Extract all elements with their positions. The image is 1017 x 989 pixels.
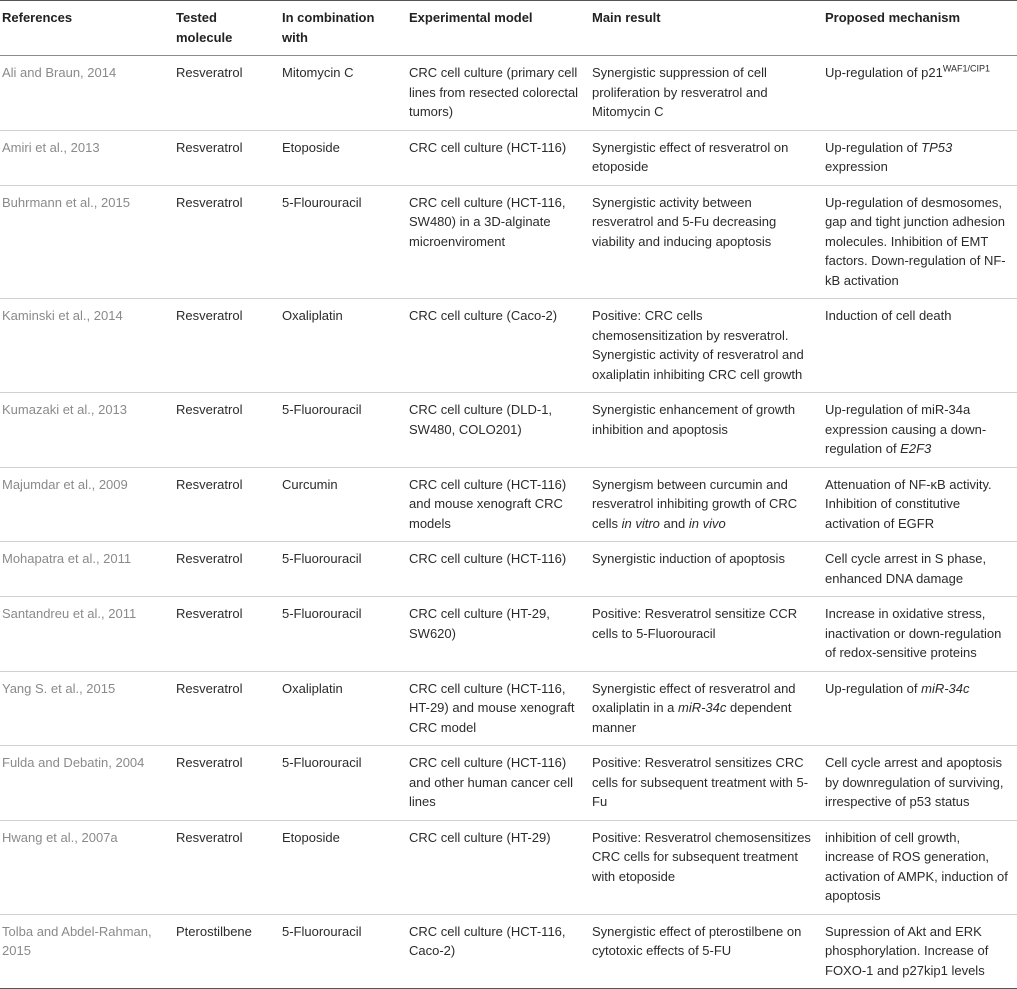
result-italic: in vivo xyxy=(688,515,726,531)
table-row xyxy=(0,56,1017,131)
cell-reference: Kumazaki et al., 2013 xyxy=(0,393,170,468)
cell-combination: 5-Fluorouracil xyxy=(276,542,403,597)
result-text: Synergism between curcumin and resveratrol inhibiting growth of CRC cells xyxy=(592,476,798,531)
header-references: References xyxy=(0,1,170,56)
cell-main-result: Synergistic induction of apoptosis xyxy=(586,542,819,597)
table-header xyxy=(0,1,1017,56)
cell-proposed-mechanism xyxy=(819,820,1017,914)
mechanism-text: Cell cycle arrest and apoptosis by downregulation of surviving, irrespective of p53 status xyxy=(825,755,1004,809)
cell-experimental-model: CRC cell culture (primary cell lines from resected colorectal tumors) xyxy=(403,56,586,131)
cell-experimental-model: CRC cell culture (HCT-116) xyxy=(403,130,586,185)
cell-tested-molecule: Pterostilbene xyxy=(170,914,276,989)
cell-experimental-model: CRC cell culture (HT-29) xyxy=(403,820,586,914)
cell-combination: Oxaliplatin xyxy=(276,671,403,746)
cell-main-result: Positive: Resveratrol chemosensitizes CRC cells for subsequent treatment with etoposide xyxy=(586,820,819,914)
cell-reference: Yang S. et al., 2015 xyxy=(0,671,170,746)
cell-proposed-mechanism xyxy=(819,746,1017,821)
table-body xyxy=(0,56,1017,989)
cell-combination: 5-Fluorouracil xyxy=(276,746,403,821)
cell-tested-molecule: Resveratrol xyxy=(170,185,276,299)
result-italic: in vitro xyxy=(621,515,660,531)
mechanism-italic: TP53 xyxy=(921,139,953,155)
cell-combination: Etoposide xyxy=(276,820,403,914)
cell-combination: Curcumin xyxy=(276,467,403,542)
cell-main-result: Synergistic enhancement of growth inhibition and apoptosis xyxy=(586,393,819,468)
result-text: Synergistic effect of resveratrol and oxaliplatin in a xyxy=(592,680,796,715)
cell-combination: 5-Fluorouracil xyxy=(276,914,403,989)
result-text: dependent manner xyxy=(592,700,792,735)
cell-main-result xyxy=(586,671,819,746)
mechanism-text: inhibition of cell growth, increase of ROS generation, activation of AMPK, induction of apoptosis xyxy=(825,829,1008,903)
cell-experimental-model: CRC cell culture (HT-29, SW620) xyxy=(403,597,586,672)
cell-reference: Ali and Braun, 2014 xyxy=(0,56,170,131)
cell-reference: Buhrmann et al., 2015 xyxy=(0,185,170,299)
result-text: and xyxy=(659,515,689,531)
table-row xyxy=(0,820,1017,914)
mechanism-text: Up-regulation of desmosomes, gap and tight junction adhesion molecules. Inhibition of EMT factors. Down-regulation of NF-kB activation xyxy=(825,194,1006,288)
mechanism-text: Up-regulation of miR-34a expression causing a down-regulation of xyxy=(825,402,987,456)
cell-proposed-mechanism xyxy=(819,467,1017,542)
cell-reference: Fulda and Debatin, 2004 xyxy=(0,746,170,821)
cell-tested-molecule: Resveratrol xyxy=(170,746,276,821)
cell-proposed-mechanism xyxy=(819,393,1017,468)
table-row xyxy=(0,185,1017,299)
mechanism-text: Up-regulation of xyxy=(825,680,922,696)
table-row xyxy=(0,393,1017,468)
cell-main-result: Synergistic activity between resveratrol and 5-Fu decreasing viability and inducing apoptosis xyxy=(586,185,819,299)
cell-reference: Mohapatra et al., 2011 xyxy=(0,542,170,597)
table-row xyxy=(0,299,1017,393)
table-row xyxy=(0,597,1017,672)
cell-reference: Santandreu et al., 2011 xyxy=(0,597,170,672)
table-row xyxy=(0,467,1017,542)
table-row xyxy=(0,542,1017,597)
header-main-result: Main result xyxy=(586,1,819,56)
cell-tested-molecule: Resveratrol xyxy=(170,671,276,746)
table-row xyxy=(0,671,1017,746)
cell-reference: Majumdar et al., 2009 xyxy=(0,467,170,542)
cell-reference: Amiri et al., 2013 xyxy=(0,130,170,185)
mechanism-text: Up-regulation of p21 xyxy=(825,65,943,80)
cell-experimental-model: CRC cell culture (HCT-116) xyxy=(403,542,586,597)
cell-experimental-model: CRC cell culture (HCT-116, HT-29) and mouse xenograft CRC model xyxy=(403,671,586,746)
cell-proposed-mechanism xyxy=(819,299,1017,393)
mechanism-text: Increase in oxidative stress, inactivation or down-regulation of redox-sensitive proteins xyxy=(825,606,1002,660)
result-italic: miR-34c xyxy=(678,700,727,715)
cell-combination: Oxaliplatin xyxy=(276,299,403,393)
cell-main-result xyxy=(586,467,819,542)
header-experimental-model: Experimental model xyxy=(403,1,586,56)
cell-combination: Mitomycin C xyxy=(276,56,403,131)
cell-reference: Tolba and Abdel-Rahman, 2015 xyxy=(0,914,170,989)
cell-main-result: Positive: Resveratrol sensitizes CRC cells for subsequent treatment with 5-Fu xyxy=(586,746,819,821)
cell-proposed-mechanism xyxy=(819,671,1017,746)
cell-tested-molecule: Resveratrol xyxy=(170,299,276,393)
cell-reference: Hwang et al., 2007a xyxy=(0,820,170,914)
header-combination: In combination with xyxy=(276,1,403,56)
cell-main-result: Synergistic effect of resveratrol on etoposide xyxy=(586,130,819,185)
cell-proposed-mechanism xyxy=(819,185,1017,299)
mechanism-text: Up-regulation of xyxy=(825,139,922,155)
table-row xyxy=(0,746,1017,821)
cell-tested-molecule: Resveratrol xyxy=(170,597,276,672)
cell-proposed-mechanism xyxy=(819,130,1017,185)
cell-combination: Etoposide xyxy=(276,130,403,185)
cell-proposed-mechanism xyxy=(819,542,1017,597)
header-row xyxy=(0,1,1017,56)
mechanism-text: Induction of cell death xyxy=(825,308,952,323)
cell-tested-molecule: Resveratrol xyxy=(170,467,276,542)
cell-tested-molecule: Resveratrol xyxy=(170,542,276,597)
mechanism-text: Attenuation of NF-κB activity. Inhibition of constitutive activation of EGFR xyxy=(825,476,992,531)
mechanism-text: Cell cycle arrest in S phase, enhanced DNA damage xyxy=(825,551,987,586)
cell-tested-molecule: Resveratrol xyxy=(170,130,276,185)
mechanism-text: expression xyxy=(825,159,888,174)
cell-proposed-mechanism xyxy=(819,597,1017,672)
cell-main-result: Positive: Resveratrol sensitize CCR cells to 5-Fluorouracil xyxy=(586,597,819,672)
mechanism-text: Supression of Akt and ERK phosphorylation. Increase of FOXO-1 and p27kip1 levels xyxy=(825,923,989,978)
cell-main-result: Positive: CRC cells chemosensitization by resveratrol. Synergistic activity of resveratrol and oxaliplatin inhibiting CRC cell growth xyxy=(586,299,819,393)
cell-experimental-model: CRC cell culture (Caco-2) xyxy=(403,299,586,393)
cell-experimental-model: CRC cell culture (HCT-116, Caco-2) xyxy=(403,914,586,989)
cell-experimental-model: CRC cell culture (HCT-116, SW480) in a 3D-alginate microenviroment xyxy=(403,185,586,299)
header-proposed-mechanism: Proposed mechanism xyxy=(819,1,1017,56)
mechanism-superscript: WAF1/CIP1 xyxy=(942,63,990,74)
cell-experimental-model: CRC cell culture (HCT-116) and mouse xenograft CRC models xyxy=(403,467,586,542)
cell-tested-molecule: Resveratrol xyxy=(170,820,276,914)
table-row xyxy=(0,914,1017,989)
cell-experimental-model: CRC cell culture (HCT-116) and other human cancer cell lines xyxy=(403,746,586,821)
table-row xyxy=(0,130,1017,185)
mechanism-italic: E2F3 xyxy=(900,441,932,456)
cell-combination: 5-Flourouracil xyxy=(276,185,403,299)
cell-proposed-mechanism xyxy=(819,914,1017,989)
cell-main-result: Synergistic suppression of cell proliferation by resveratrol and Mitomycin C xyxy=(586,56,819,131)
cell-combination: 5-Fluorouracil xyxy=(276,597,403,672)
cell-reference: Kaminski et al., 2014 xyxy=(0,299,170,393)
header-tested-molecule: Tested molecule xyxy=(170,1,276,56)
cell-proposed-mechanism xyxy=(819,56,1017,131)
cell-tested-molecule: Resveratrol xyxy=(170,393,276,468)
cell-experimental-model: CRC cell culture (DLD-1, SW480, COLO201) xyxy=(403,393,586,468)
mechanism-italic: miR-34c xyxy=(921,680,970,696)
cell-combination: 5-Fluorouracil xyxy=(276,393,403,468)
cell-tested-molecule: Resveratrol xyxy=(170,56,276,131)
cell-main-result: Synergistic effect of pterostilbene on cytotoxic effects of 5-FU xyxy=(586,914,819,989)
